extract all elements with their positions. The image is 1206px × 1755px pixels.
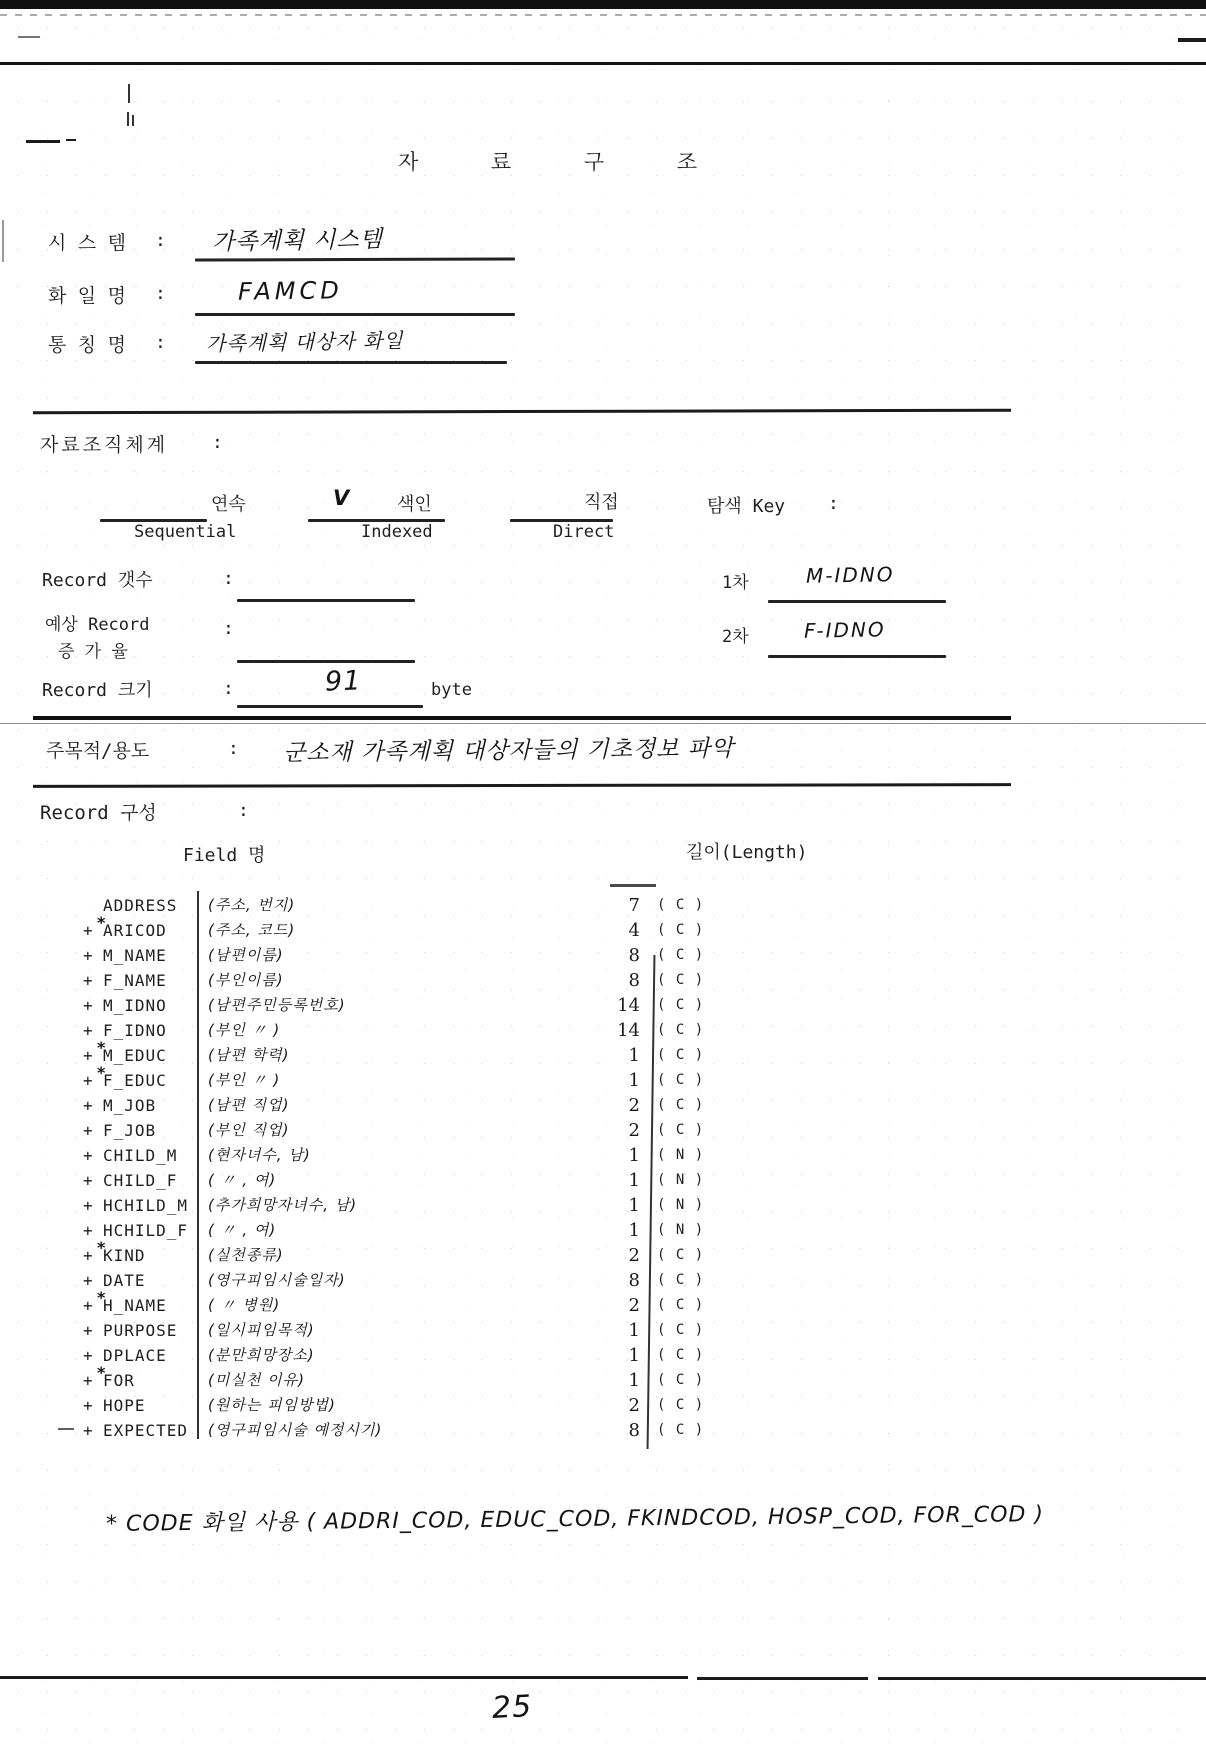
- field-type: ( C ): [657, 972, 705, 988]
- table-row: [0, 1218, 1206, 1243]
- field-name: KIND: [103, 1246, 146, 1265]
- row-plus-mark: +: [83, 1021, 93, 1040]
- field-type: ( C ): [657, 1047, 705, 1063]
- scan-artifact: [0, 0, 1206, 9]
- field-type: ( C ): [657, 922, 705, 938]
- field-description: (부인 〃 ): [208, 1021, 281, 1039]
- scan-artifact: [128, 84, 130, 103]
- option-sequential-eng: Sequential: [134, 522, 237, 542]
- scan-artifact: [2, 220, 4, 262]
- field-description: (현자녀수, 남): [208, 1146, 311, 1164]
- record-growth-underline: [237, 660, 415, 663]
- option-sequential-kor: 연속: [211, 494, 246, 515]
- filename-field-label: 화 일 명: [48, 285, 126, 307]
- field-type: ( C ): [657, 1297, 705, 1313]
- row-plus-mark: +: [83, 1246, 93, 1265]
- table-row: [0, 1418, 1206, 1443]
- field-description: (미실천 이유): [208, 1371, 305, 1389]
- field-description: (부인 〃 ): [208, 1071, 281, 1089]
- field-length: 7: [628, 895, 640, 916]
- row-plus-mark: +: [83, 996, 93, 1015]
- field-name: HCHILD_F: [103, 1221, 189, 1240]
- table-row: [0, 993, 1206, 1018]
- field-description: (추가희망자녀수, 남): [208, 1196, 358, 1214]
- row-plus-mark: +: [83, 1071, 93, 1090]
- field-name: PURPOSE: [103, 1321, 178, 1340]
- field-length: 8: [628, 945, 640, 966]
- secondary-key-underline: [768, 655, 946, 658]
- bottom-divider: [697, 1677, 868, 1680]
- field-type: ( N ): [657, 1222, 705, 1238]
- field-length: 2: [628, 1120, 640, 1141]
- alias-field-label: 통 칭 명: [48, 334, 126, 356]
- row-plus-mark: +: [83, 1271, 93, 1290]
- field-name: ADDRESS: [103, 896, 178, 915]
- table-row: [0, 1238, 1206, 1268]
- table-row: [0, 1318, 1206, 1343]
- field-length: 1: [628, 1195, 640, 1216]
- field-length: 2: [628, 1295, 640, 1316]
- field-name: M_IDNO: [103, 996, 167, 1015]
- organization-colon: :: [212, 432, 223, 453]
- field-name: FOR: [103, 1371, 135, 1390]
- field-length: 2: [628, 1095, 640, 1116]
- row-plus-mark: +: [83, 1196, 93, 1215]
- alias-field-colon: :: [155, 332, 166, 353]
- column-header-length: 길이(Length): [686, 842, 808, 863]
- field-description: (영구피임시술일자): [208, 1271, 346, 1289]
- table-row: [0, 1288, 1206, 1318]
- table-row: [0, 1393, 1206, 1418]
- row-plus-mark: +: [83, 1171, 93, 1190]
- field-length: 2: [628, 1245, 640, 1266]
- row-plus-mark: +: [83, 1121, 93, 1140]
- table-row: [0, 968, 1206, 993]
- field-length: 1: [628, 1145, 640, 1166]
- table-row: [0, 1343, 1206, 1368]
- field-name: F_NAME: [103, 971, 167, 990]
- field-description: (남편이름): [208, 946, 284, 964]
- secondary-key-value: F-IDNO: [803, 617, 886, 643]
- field-description: ( 〃 병원): [208, 1296, 281, 1314]
- field-description: (남편 학력): [208, 1046, 290, 1064]
- row-plus-mark: +: [83, 1296, 93, 1315]
- scan-artifact: [0, 14, 1206, 16]
- scan-artifact: [18, 36, 40, 38]
- field-description: ( 〃 , 여): [208, 1171, 277, 1189]
- record-growth-colon: :: [223, 618, 234, 639]
- field-length: 4: [628, 920, 640, 941]
- field-name: H_NAME: [103, 1296, 167, 1315]
- field-description: ( 〃 , 여): [208, 1221, 277, 1239]
- section-divider: [33, 783, 1011, 788]
- page-number: 25: [491, 1688, 534, 1727]
- field-type: ( C ): [657, 1422, 705, 1438]
- field-description: (영구피임시술 예정시기): [208, 1421, 383, 1439]
- row-plus-mark: +: [83, 1371, 93, 1390]
- row-plus-mark: +: [83, 1396, 93, 1415]
- table-row: [0, 1018, 1206, 1043]
- field-description: (부인이름): [208, 971, 284, 989]
- field-type: ( C ): [657, 1122, 705, 1138]
- field-name: HCHILD_M: [103, 1196, 189, 1215]
- field-description: (주소, 코드): [208, 921, 296, 939]
- table-row: [0, 893, 1206, 918]
- field-type: ( C ): [657, 1022, 705, 1038]
- row-plus-mark: +: [83, 1096, 93, 1115]
- field-name: F_EDUC: [103, 1071, 167, 1090]
- field-name: M_EDUC: [103, 1046, 167, 1065]
- system-field-label: 시 스 템: [48, 232, 126, 254]
- field-length: 8: [628, 970, 640, 991]
- field-name: M_JOB: [103, 1096, 157, 1115]
- scan-artifact: [1178, 38, 1206, 42]
- field-description: (남편 직업): [208, 1096, 290, 1114]
- bottom-divider: [0, 1676, 688, 1679]
- table-row: [0, 1268, 1206, 1293]
- search-key-colon: :: [828, 493, 839, 514]
- primary-key-label: 1차: [722, 573, 749, 593]
- field-length: 8: [628, 1270, 640, 1291]
- field-type: ( C ): [657, 947, 705, 963]
- field-name: M_NAME: [103, 946, 167, 965]
- field-name: DPLACE: [103, 1346, 167, 1365]
- field-length: 2: [628, 1395, 640, 1416]
- secondary-key-label: 2차: [722, 627, 749, 647]
- table-row: [0, 1093, 1206, 1118]
- field-name: ARICOD: [103, 921, 167, 940]
- field-type: ( C ): [657, 1097, 705, 1113]
- row-plus-mark: +: [83, 1221, 93, 1240]
- column-header-field: Field 명: [183, 845, 266, 866]
- field-type: ( C ): [657, 1272, 705, 1288]
- field-type: ( N ): [657, 1172, 705, 1188]
- record-size-colon: :: [223, 678, 234, 699]
- option-indexed-eng: Indexed: [361, 522, 433, 542]
- system-field-value: 가족계획 시스템: [211, 226, 384, 256]
- field-type: ( C ): [657, 1072, 705, 1088]
- purpose-colon: :: [228, 738, 239, 759]
- field-description: (부인 직업): [208, 1121, 290, 1139]
- search-key-label: 탐색 Key: [707, 496, 786, 517]
- field-length: 14: [617, 995, 640, 1016]
- primary-key-underline: [768, 600, 946, 603]
- row-plus-mark: +: [83, 1346, 93, 1365]
- field-length: 1: [628, 1370, 640, 1391]
- field-type: ( N ): [657, 1197, 705, 1213]
- filename-field-underline: [195, 313, 515, 316]
- section-divider: [33, 716, 1011, 720]
- record-count-label: Record 갯수: [42, 570, 153, 591]
- primary-key-value: M-IDNO: [805, 562, 895, 588]
- field-name: CHILD_F: [103, 1171, 178, 1190]
- scan-artifact: [0, 62, 1206, 65]
- system-field-underline: [195, 257, 515, 261]
- field-length: 8: [628, 1420, 640, 1441]
- bottom-divider: [878, 1677, 1206, 1680]
- field-name: DATE: [103, 1271, 146, 1290]
- page-title: 자 료 구 조: [398, 150, 728, 174]
- field-length: 1: [628, 1220, 640, 1241]
- record-layout-colon: :: [238, 800, 249, 821]
- field-length: 1: [628, 1345, 640, 1366]
- record-growth-label-line1: 예상 Record: [45, 615, 150, 635]
- field-description: (일시피임목적): [208, 1321, 315, 1339]
- record-size-label: Record 크기: [42, 680, 153, 701]
- row-plus-mark: +: [83, 971, 93, 990]
- section-divider: [0, 723, 1206, 724]
- record-layout-label: Record 구성: [40, 802, 157, 824]
- field-type: ( C ): [657, 1397, 705, 1413]
- field-length: 1: [628, 1170, 640, 1191]
- record-size-unit: byte: [431, 680, 472, 700]
- field-type: ( C ): [657, 1247, 705, 1263]
- field-length: 1: [628, 1320, 640, 1341]
- scan-artifact: [127, 112, 129, 126]
- field-description: (분만희망장소): [208, 1346, 315, 1364]
- row-plus-mark: +: [83, 1146, 93, 1165]
- option-direct-kor: 직접: [584, 492, 619, 513]
- field-type: ( C ): [657, 1347, 705, 1363]
- table-row: [0, 1143, 1206, 1168]
- field-description: (남편주민등록번호): [208, 996, 346, 1014]
- row-star-mark: *: [97, 913, 107, 932]
- filename-field-colon: :: [155, 283, 166, 304]
- record-count-colon: :: [223, 568, 234, 589]
- row-star-mark: *: [97, 1238, 107, 1257]
- record-count-underline: [237, 599, 415, 602]
- table-row: [0, 1118, 1206, 1143]
- alias-field-underline: [195, 361, 507, 364]
- organization-label: 자료조직체계: [40, 434, 169, 456]
- field-length: 1: [628, 1045, 640, 1066]
- row-star-mark: *: [97, 1363, 107, 1382]
- filename-field-value: FAMCD: [237, 276, 343, 306]
- record-size-value: 91: [324, 665, 362, 698]
- row-star-mark: *: [97, 1038, 107, 1057]
- field-length: 14: [617, 1020, 640, 1041]
- option-indexed-kor: 색인: [397, 494, 432, 515]
- table-row: [0, 1193, 1206, 1218]
- scan-artifact: [66, 139, 76, 141]
- record-size-underline: [237, 705, 423, 708]
- row-star-mark: *: [97, 1063, 107, 1082]
- field-type: ( C ): [657, 1322, 705, 1338]
- scan-artifact: [26, 140, 60, 143]
- record-growth-label-line2: 증 가 율: [58, 642, 128, 662]
- length-column-dash: [610, 884, 656, 887]
- field-description: (주소, 번지): [208, 896, 296, 914]
- row-plus-mark: +: [83, 1421, 93, 1440]
- row-plus-mark: +: [83, 946, 93, 965]
- field-description: (실천종류): [208, 1246, 284, 1264]
- scan-artifact: [132, 115, 134, 126]
- field-type: ( C ): [657, 1372, 705, 1388]
- field-description: (원하는 피임방법): [208, 1396, 336, 1414]
- field-name: F_IDNO: [103, 1021, 167, 1040]
- table-row: [0, 913, 1206, 943]
- field-type: ( C ): [657, 897, 705, 913]
- field-table: [0, 893, 1206, 1453]
- system-field-colon: :: [155, 230, 166, 251]
- field-length: 1: [628, 1070, 640, 1091]
- field-type: ( C ): [657, 997, 705, 1013]
- alias-field-value: 가족계획 대상자 화일: [205, 328, 404, 356]
- table-row: [0, 1363, 1206, 1393]
- table-row: [0, 1168, 1206, 1193]
- purpose-value: 군소재 가족계획 대상자들의 기초정보 파악: [282, 735, 735, 767]
- row-star-mark: *: [97, 1288, 107, 1307]
- section-divider: [33, 409, 1011, 415]
- row-plus-mark: +: [83, 921, 93, 940]
- field-name: HOPE: [103, 1396, 146, 1415]
- field-name: EXPECTED: [103, 1421, 189, 1440]
- option-indexed-checkmark: V: [333, 486, 351, 510]
- code-file-footnote: * CODE 화일 사용 ( ADDRI_COD, EDUC_COD, FKINDCOD, HOSP_COD, FOR_COD ): [105, 1502, 1045, 1537]
- field-name: F_JOB: [103, 1121, 157, 1140]
- field-name: CHILD_M: [103, 1146, 178, 1165]
- row-plus-mark: +: [83, 1321, 93, 1340]
- table-row: [0, 1038, 1206, 1068]
- field-type: ( N ): [657, 1147, 705, 1163]
- option-direct-eng: Direct: [553, 522, 615, 542]
- table-row: [0, 943, 1206, 968]
- purpose-label: 주목적/용도: [46, 740, 150, 762]
- table-row: [0, 1063, 1206, 1093]
- row-plus-mark: +: [83, 1046, 93, 1065]
